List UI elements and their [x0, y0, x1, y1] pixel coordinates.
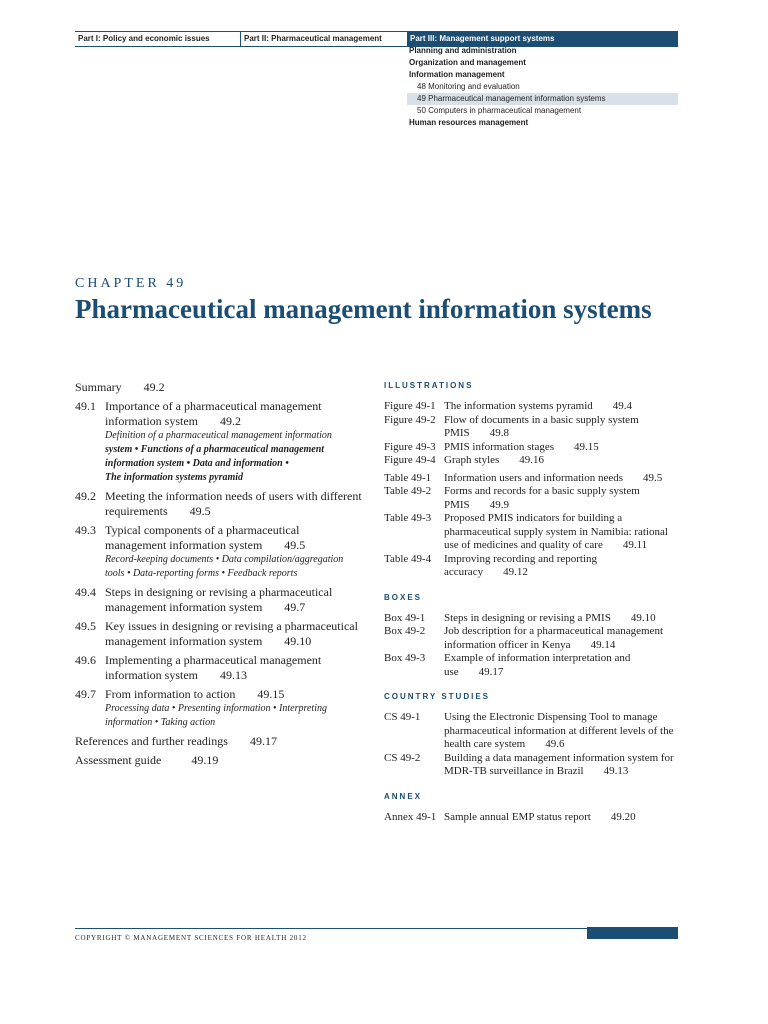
- toc-section-49-1[interactable]: [75, 399, 375, 485]
- item-text: Improving recording and reporting: [444, 552, 598, 565]
- subnav-chapter-49-current[interactable]: 49 Pharmaceutical management information systems: [407, 93, 678, 105]
- item-page: 49.11: [622, 539, 648, 551]
- toc-references-page: 49.17: [249, 734, 277, 748]
- item-page: 49.9: [489, 498, 509, 511]
- item-label: CS 49-2: [384, 751, 421, 764]
- item-text: Forms and records for a basic supply system: [444, 485, 640, 497]
- toc-subtopic-line: information system • Data and information •: [105, 458, 289, 469]
- chapter-title: Pharmaceutical management information systems: [75, 294, 652, 324]
- subnav-human-resources[interactable]: Human resources management: [409, 118, 529, 127]
- toc-page: 49.2: [220, 414, 241, 428]
- toc-page: 49.7: [284, 600, 306, 614]
- item-text: Steps in designing or revising a PMIS: [444, 611, 611, 624]
- toc-subtopic-line: tools • Data-reporting forms • Feedback reports: [105, 568, 298, 579]
- item-text: PMIS information stages: [444, 440, 554, 453]
- subnav-chapter-48[interactable]: 48 Monitoring and evaluation: [417, 82, 520, 91]
- country-studies-section: [384, 691, 684, 779]
- toc-section-49-5[interactable]: [75, 619, 375, 649]
- supplementary-contents: [384, 380, 684, 836]
- toc-page: 49.5: [284, 538, 306, 552]
- item-text: MDR-TB surveillance in Brazil: [444, 765, 584, 777]
- item-text: Using the Electronic Dispensing Tool to manage: [444, 711, 658, 723]
- chapter-number: CHAPTER 49: [75, 276, 187, 291]
- copyright-notice: COPYRIGHT © MANAGEMENT SCIENCES FOR HEALTH 2012: [75, 934, 307, 942]
- toc-num: 49.1: [75, 399, 96, 413]
- toc-summary[interactable]: [75, 380, 375, 395]
- item-label: CS 49-1: [384, 711, 421, 723]
- toc-title-cont: management information system: [105, 538, 263, 552]
- item-page: 49.5: [643, 471, 663, 484]
- toc-title: From information to action: [105, 687, 236, 701]
- toc-subtopics: [75, 553, 375, 581]
- nav-part-2[interactable]: Part II: Pharmaceutical management: [240, 32, 407, 46]
- item-text: Proposed PMIS indicators for building a: [444, 512, 623, 524]
- item-page: 49.6: [545, 738, 565, 750]
- toc-references-label: References and further readings: [75, 734, 228, 748]
- toc-title: Importance of a pharmaceutical management: [105, 399, 322, 413]
- toc-title-cont: information system: [105, 414, 198, 428]
- toc-subtopic-line: The information systems pyramid: [105, 472, 244, 483]
- item-text: Building a data management information system for: [444, 751, 674, 764]
- toc-title-cont: management information system: [105, 600, 263, 614]
- toc-subtopic-line: Record-keeping documents • Data compilation/aggregation: [105, 554, 344, 565]
- table-of-contents: [75, 380, 375, 772]
- toc-section-49-6[interactable]: [75, 653, 375, 683]
- item-page: 49.15: [574, 440, 599, 453]
- toc-subtopic-line: Definition of a pharmaceutical management information: [105, 430, 332, 441]
- toc-subtopics: [75, 429, 375, 485]
- item-label: Table 49-3: [384, 512, 432, 524]
- toc-page: 49.5: [189, 504, 211, 518]
- box-49-3[interactable]: [384, 652, 684, 679]
- subnav-chapter-50[interactable]: 50 Computers in pharmaceutical management: [417, 106, 582, 115]
- item-text: The information systems pyramid: [444, 400, 593, 412]
- table-49-3[interactable]: [384, 512, 684, 553]
- toc-title-cont: information system: [105, 668, 198, 682]
- toc-section-49-4[interactable]: [75, 585, 375, 615]
- item-text: Information users and information needs: [444, 471, 624, 484]
- figure-49-2[interactable]: [384, 414, 684, 441]
- toc-title: Steps in designing or revising a pharmaceutical: [105, 585, 333, 599]
- box-49-2[interactable]: [384, 625, 684, 652]
- item-text: Graph styles: [444, 454, 500, 466]
- footer-accent-bar: [587, 927, 678, 939]
- country-studies-heading: COUNTRY STUDIES: [384, 692, 491, 701]
- toc-title: Typical components of a pharmaceutical: [105, 523, 300, 537]
- item-label: Annex 49-1: [384, 810, 437, 823]
- toc-page: 49.15: [257, 687, 285, 701]
- box-49-1[interactable]: [384, 612, 684, 626]
- figure-49-4[interactable]: [384, 454, 684, 468]
- item-page: 49.10: [630, 611, 656, 624]
- item-text: Flow of documents in a basic supply system: [444, 413, 639, 426]
- item-text: Sample annual EMP status report: [444, 810, 591, 823]
- country-study-49-2[interactable]: [384, 752, 684, 779]
- item-label: Figure 49-3: [384, 440, 436, 453]
- toc-num: 49.2: [75, 489, 96, 503]
- item-text: use of medicines and quality of care: [444, 539, 603, 551]
- item-label: Figure 49-1: [384, 400, 436, 412]
- toc-subtopic-line: Processing data • Presenting information • Interpreting: [105, 703, 327, 714]
- toc-section-49-3[interactable]: [75, 523, 375, 581]
- item-page: 49.16: [519, 454, 545, 466]
- subnav-organization[interactable]: Organization and management: [409, 58, 526, 67]
- item-page: 49.4: [612, 400, 633, 412]
- item-page: 49.12: [503, 566, 528, 578]
- toc-subtopic-line: system • Functions of a pharmaceutical management: [105, 444, 325, 455]
- toc-section-49-2[interactable]: [75, 489, 375, 519]
- annex-section: [384, 791, 684, 825]
- item-page: 49.13: [603, 765, 629, 777]
- toc-subtopics: [75, 702, 375, 730]
- toc-num: 49.4: [75, 585, 96, 599]
- nav-part-3-active[interactable]: Part III: Management support systems: [407, 32, 678, 46]
- item-label: Figure 49-2: [384, 413, 436, 426]
- toc-summary-label: Summary: [75, 380, 122, 394]
- toc-title: Key issues in designing or revising a pharmaceutical: [105, 619, 358, 633]
- toc-references[interactable]: [75, 734, 375, 749]
- toc-title: Meeting the information needs of users with different: [105, 489, 362, 503]
- table-49-2[interactable]: [384, 485, 684, 512]
- item-text: Job description for a pharmaceutical management: [444, 625, 663, 637]
- item-text: health care system: [444, 738, 526, 750]
- item-page: 49.20: [610, 810, 636, 823]
- toc-num: 49.5: [75, 619, 96, 633]
- illustrations-heading: ILLUSTRATIONS: [384, 381, 474, 390]
- item-label: Box 49-1: [384, 611, 426, 624]
- toc-num: 49.7: [75, 687, 96, 701]
- item-text: PMIS: [444, 427, 470, 439]
- annex-49-1[interactable]: [384, 811, 684, 825]
- item-label: Figure 49-4: [384, 454, 436, 466]
- toc-assessment-page: 49.19: [191, 753, 219, 767]
- toc-page: 49.13: [220, 668, 247, 682]
- item-label: Table 49-2: [384, 485, 432, 497]
- toc-page: 49.10: [284, 634, 312, 648]
- country-study-49-1[interactable]: [384, 711, 684, 752]
- toc-title-cont: requirements: [105, 504, 168, 518]
- toc-title: Implementing a pharmaceutical management: [105, 653, 322, 667]
- item-page: 49.14: [590, 638, 616, 651]
- illustrations-section: [384, 380, 684, 580]
- annex-heading: ANNEX: [384, 791, 423, 801]
- item-label: Box 49-3: [384, 652, 426, 664]
- item-label: Table 49-4: [384, 552, 432, 565]
- item-page: 49.8: [489, 427, 509, 439]
- toc-summary-page: 49.2: [143, 380, 165, 394]
- item-text: pharmaceutical information at different levels of the: [444, 724, 674, 737]
- figure-49-3[interactable]: [384, 441, 684, 455]
- item-page: 49.17: [478, 665, 504, 678]
- item-text: pharmaceutical supply system in Namibia: rational: [444, 525, 668, 538]
- subnav-planning[interactable]: Planning and administration: [409, 46, 517, 55]
- nav-part-1[interactable]: Part I: Policy and economic issues: [78, 34, 210, 43]
- item-text: PMIS: [444, 498, 470, 511]
- item-label: Table 49-1: [384, 471, 432, 484]
- footer-rule: [75, 928, 587, 929]
- toc-assessment[interactable]: [75, 753, 375, 768]
- table-49-1[interactable]: [384, 472, 684, 486]
- boxes-heading: BOXES: [384, 592, 423, 602]
- toc-section-49-7[interactable]: [75, 687, 375, 730]
- figure-49-1[interactable]: [384, 400, 684, 414]
- toc-title-cont: management information system: [105, 634, 263, 648]
- toc-assessment-label: Assessment guide: [75, 753, 162, 767]
- item-text: accuracy: [444, 566, 484, 578]
- item-label: Box 49-2: [384, 625, 426, 637]
- item-text: use: [444, 665, 459, 678]
- boxes-section: [384, 592, 684, 680]
- toc-num: 49.3: [75, 523, 96, 537]
- toc-subtopic-line: information • Taking action: [105, 717, 216, 728]
- subnav-information[interactable]: Information management: [409, 70, 505, 79]
- item-text: Example of information interpretation and: [444, 652, 631, 664]
- toc-num: 49.6: [75, 653, 96, 667]
- item-text: information officer in Kenya: [444, 638, 571, 651]
- table-49-4[interactable]: [384, 553, 684, 580]
